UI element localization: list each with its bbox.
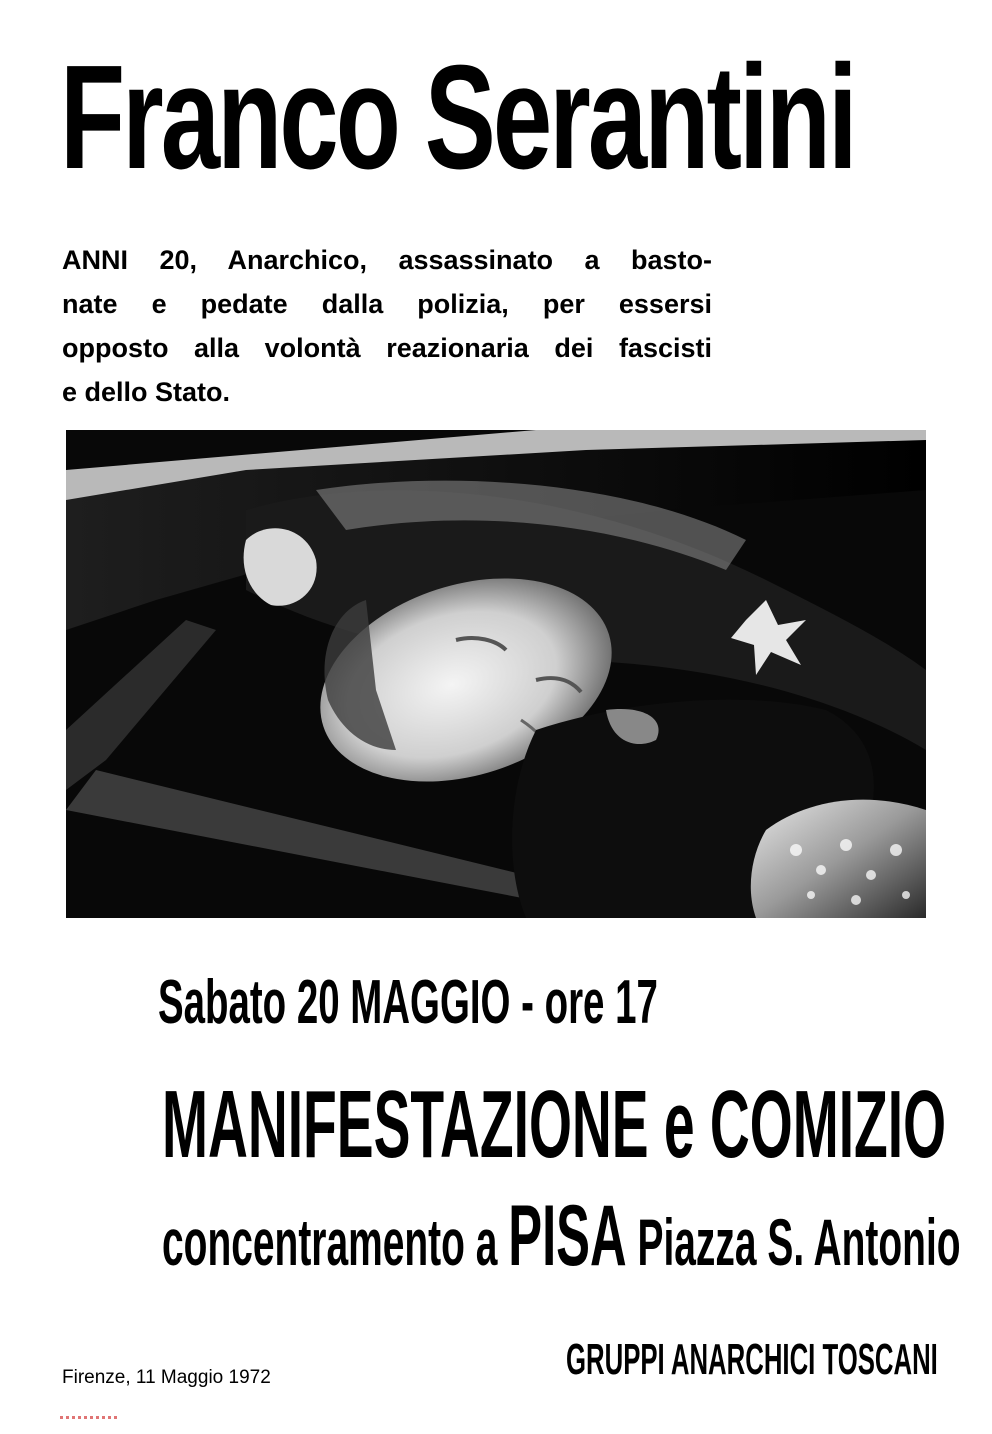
location-square: Piazza S. Antonio <box>637 1205 961 1279</box>
location-city: PISA <box>508 1188 627 1284</box>
printer-mark <box>60 1416 118 1419</box>
poster-title: Franco Serantini <box>60 38 855 200</box>
intro-line: opposto alla volontà reazionaria dei fascisti <box>62 333 712 363</box>
event-title-line: MANIFESTAZIONE e COMIZIO <box>162 1071 947 1178</box>
location-prefix: concentramento a <box>162 1205 498 1279</box>
poster-title-area <box>60 38 940 208</box>
footer-date: Firenze, 11 Maggio 1972 <box>62 1367 271 1388</box>
event-location-line <box>162 1188 961 1284</box>
intro-line: e dello Stato. <box>62 377 231 407</box>
organizer-name: GRUPPI ANARCHICI TOSCANI <box>566 1335 938 1384</box>
intro-line: nate e pedate dalla polizia, per essersi <box>62 289 712 319</box>
event-date-line: Sabato 20 MAGGIO - ore 17 <box>158 968 658 1037</box>
memorial-photo <box>66 430 926 918</box>
intro-paragraph <box>62 238 712 414</box>
intro-line: ANNI 20, Anarchico, assassinato a basto- <box>62 245 712 275</box>
photo-illustration <box>66 430 926 918</box>
